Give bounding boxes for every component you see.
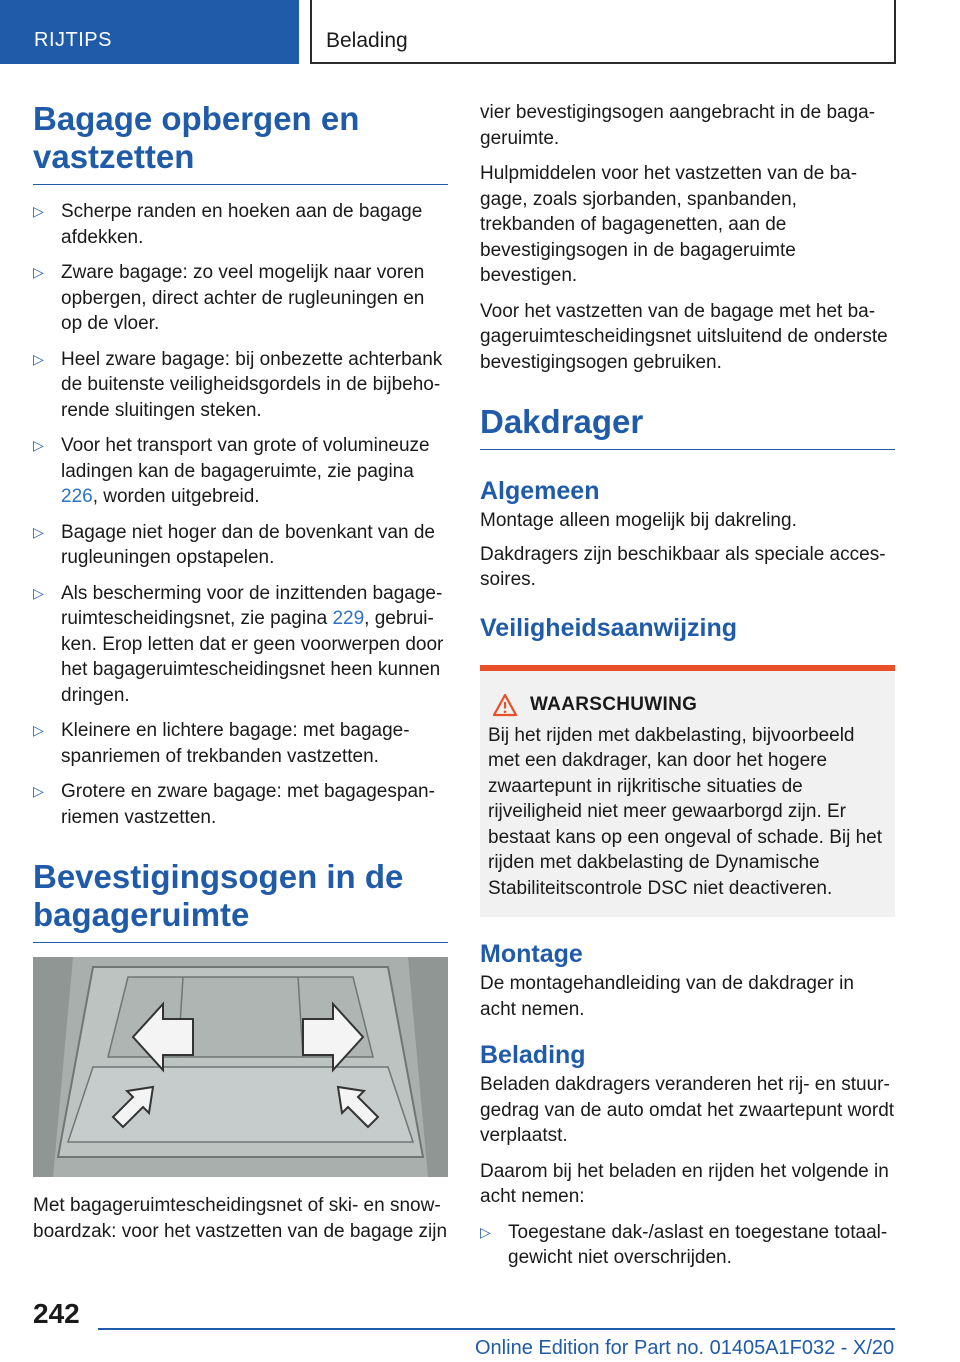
triangle-bullet-icon: ▷ xyxy=(33,437,44,453)
bagage-tips-list xyxy=(33,199,448,830)
triangle-bullet-icon: ▷ xyxy=(33,584,44,601)
list-item: ▷ Bagage niet hoger dan de bovenkant van de rugleuningen opstapelen. xyxy=(33,521,435,568)
bevestigingsogen-paragraph: Met bagageruimtescheidingsnet of ski- en snowboardzak: voor het vastzetten van de bagage zijn xyxy=(33,1195,448,1242)
triangle-bullet-icon: ▷ xyxy=(33,350,44,367)
paragraph-algemeen-2: Dakdragers zijn beschikbaar als speciale accessoires. xyxy=(480,543,886,590)
triangle-bullet-icon: ▷ xyxy=(33,523,44,540)
paragraph-belading-2: Daarom bij het beladen en rijden het volgende in acht nemen: xyxy=(480,1160,889,1207)
triangle-bullet-icon: ▷ xyxy=(33,722,44,738)
paragraph-belading-1: Beladen dakdragers veranderen het rij- en stuurgedrag van de auto omdat het zwaartepunt wordt verplaatst. xyxy=(480,1074,895,1146)
section-title-bevestigingsogen: Bevestigingsogen in de bagageruimte xyxy=(33,858,448,943)
heading-algemeen: Algemeen xyxy=(480,477,600,505)
triangle-bullet-icon: ▷ xyxy=(33,264,44,280)
list-item: ▷ Scherpe randen en hoeken aan de bagage afdekken. xyxy=(33,201,423,248)
chapter-label: Belading xyxy=(326,29,408,52)
right-column xyxy=(480,100,895,1281)
paragraph-algemeen-1: Montage alleen mogelijk bij dakreling. xyxy=(480,510,797,531)
paragraph-montage: De montagehandleiding van de dakdrager in acht nemen. xyxy=(480,973,854,1020)
list-item: ▷ Toegestane dak-/aslast en toegestane totaalgewicht niet overschrijden. xyxy=(480,1221,888,1268)
page-link-229[interactable]: 229 xyxy=(332,608,365,629)
warning-triangle-icon xyxy=(492,693,518,717)
list-item: ▷ Heel zware bagage: bij onbezette achterbank de buitenste veiligheidsgordels in de bijbehorende sluitingen steken. xyxy=(33,348,443,421)
footer-divider xyxy=(98,1328,895,1330)
triangle-bullet-icon: ▷ xyxy=(480,1223,491,1240)
warning-title: WAARSCHUWING xyxy=(530,693,698,715)
left-column xyxy=(33,100,448,1254)
paragraph-ogen-continued: vier bevestigingsogen aangebracht in de bagageruimte. xyxy=(480,102,876,149)
list-item: ▷ Zware bagage: zo veel mogelijk naar voren opbergen, direct achter de rugleuningen en op de vloer. xyxy=(33,262,425,334)
paragraph-scheidingsnet: Voor het vastzetten van de bagage met het bagageruimtescheidingsnet uitsluitend de onderste bevestigingsogen gebruiken. xyxy=(480,300,888,373)
page-number: 242 xyxy=(33,1298,80,1329)
footer-edition: Online Edition for Part no. 01405A1F032 - X/20 xyxy=(475,1337,895,1359)
list-item: ▷ Grotere en zware bagage: met bagagespanriemen vastzetten. xyxy=(33,781,435,828)
chapter-header xyxy=(310,0,896,64)
triangle-bullet-icon: ▷ xyxy=(33,783,44,799)
list-item: ▷ Voor het transport van grote of volumineuze ladingen kan de bagageruimte, zie pagina 226, worden uitgebreid. xyxy=(33,435,430,507)
list-item: ▷ Als bescherming voor de inzittenden bagageruimtescheidingsnet, zie pagina 229, gebruiken. Erop letten dat er geen voorwerpen door het bagageruimtescheidingsnet heen kunnen dringen. xyxy=(33,582,444,706)
heading-montage: Montage xyxy=(480,940,583,968)
heading-belading: Belading xyxy=(480,1041,586,1069)
section-tab xyxy=(0,0,299,64)
section-title-bagage: Bagage opbergen en vastzetten xyxy=(33,100,448,185)
paragraph-hulpmiddelen: Hulpmiddelen voor het vastzetten van de bagage, zoals sjorbanden, spanbanden, trekbanden of bagagenetten, aan de bevestigingsogen in de bagageruimte bevestigen. xyxy=(480,163,858,286)
luggage-compartment-illustration xyxy=(33,957,448,1177)
belading-list xyxy=(480,1220,895,1271)
warning-box xyxy=(480,665,895,918)
section-title-dakdrager: Dakdrager xyxy=(480,403,895,450)
page-link-226[interactable]: 226 xyxy=(61,486,93,507)
warning-text: Bij het rijden met dakbelasting, bijvoorbeeld met een dakdrager, kan door het hogere zwaartepunt in rijkritische situaties de rijveiligheid niet meer gewaarborgd zijn. Er bestaat kans op een ongeval of schade. Bij het rijden met dakbelasting de Dynamische Stabiliteitscontrole DSC niet deactiveren. xyxy=(488,724,882,899)
list-item: ▷ Kleinere en lichtere bagage: met bagagespanriemen of trekbanden vastzetten. xyxy=(33,720,410,767)
section-label: RIJTIPS xyxy=(34,29,112,51)
heading-veiligheid: Veiligheidsaanwijzing xyxy=(480,613,738,642)
triangle-bullet-icon: ▷ xyxy=(33,203,44,219)
